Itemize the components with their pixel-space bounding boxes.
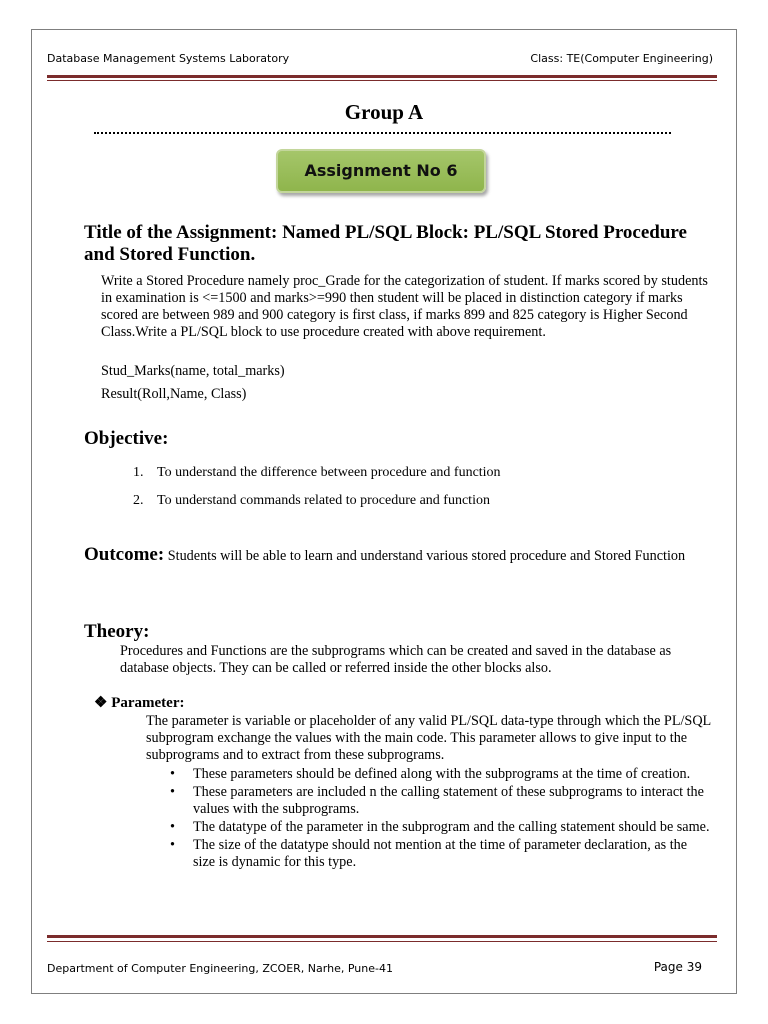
theory-heading: Theory: <box>84 621 150 642</box>
diamond-bullet-icon: ❖ <box>94 695 108 711</box>
footer-rule-thick <box>47 935 717 938</box>
list-item: • These parameters are included n the calling statement of these subprograms to interact the values with the subprograms. <box>170 784 704 817</box>
list-item: • The size of the datatype should not mention at the time of parameter declaration, as the size is dynamic for this type. <box>170 837 688 870</box>
footer-rule-thin <box>47 941 717 942</box>
theory-text: Procedures and Functions are the subprograms which can be created and saved in the database as database objects. They can be called or referred inside the other blocks also. <box>120 643 672 676</box>
outcome-heading: Outcome: <box>84 544 165 565</box>
header-class: Class: TE(Computer Engineering) <box>530 52 713 65</box>
objective-heading: Objective: <box>84 428 169 449</box>
dashed-divider <box>94 132 671 134</box>
bullet-icon: • <box>170 819 175 835</box>
assignment-number-button: Assignment No 6 <box>276 149 486 193</box>
header-lab-name: Database Management Systems Laboratory <box>47 52 290 65</box>
bullet-icon: • <box>170 766 175 782</box>
page-number: Page 39 <box>653 960 702 974</box>
problem-statement: Write a Stored Procedure namely proc_Grade for the categorization of student. If marks scored by students in examination is <=1500 and marks>=990 then student will be placed in distinction category if marks scored are between 989 and 900 category is first class, if marks 899 and 825 category is Higher Second Class.Write a PL/SQL block to use procedure created with above requirement. <box>101 273 708 340</box>
header-rule-thin <box>47 80 717 81</box>
objective-item-number: 2. <box>133 493 144 508</box>
assignment-title: Title of the Assignment: Named PL/SQL Block: PL/SQL Stored Procedure and Stored Function. <box>84 222 687 265</box>
bullet-icon: • <box>170 837 175 853</box>
list-item: • The datatype of the parameter in the subprogram and the calling statement should be same. <box>170 819 710 835</box>
group-title: Group A <box>344 100 424 124</box>
footer-department: Department of Computer Engineering, ZCOER, Narhe, Pune-41 <box>47 962 393 975</box>
table-result: Result(Roll,Name, Class) <box>101 386 247 402</box>
outcome-paragraph <box>84 546 704 565</box>
list-item: • These parameters should be defined along with the subprograms at the time of creation. <box>170 766 691 782</box>
parameter-text: The parameter is variable or placeholder of any valid PL/SQL data-type through which the PL/SQL subprogram exchange the values with the main code. This parameter allows to give input to the subprograms and to extract from these subprograms. <box>146 713 711 763</box>
objective-item-number: 1. <box>133 465 144 480</box>
objective-item-text: To understand commands related to procedure and function <box>157 493 490 508</box>
parameter-heading-row <box>94 694 184 712</box>
bullet-icon: • <box>170 784 175 800</box>
objective-item-text: To understand the difference between procedure and function <box>157 465 501 480</box>
parameter-bullet-list <box>166 766 711 872</box>
outcome-text: Students will be able to learn and understand various stored procedure and Stored Function <box>167 548 686 564</box>
parameter-heading: Parameter: <box>111 695 185 711</box>
header-rule-thick <box>47 75 717 78</box>
table-stud-marks: Stud_Marks(name, total_marks) <box>101 363 285 379</box>
